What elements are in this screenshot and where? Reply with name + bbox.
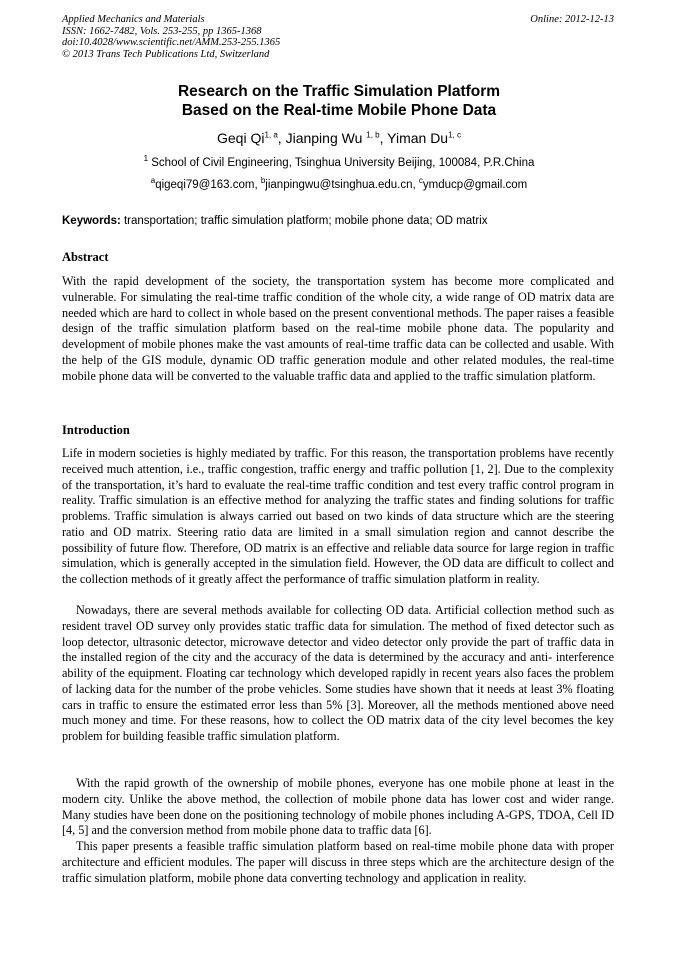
author-affiliation-mark: 1, c	[448, 130, 461, 140]
journal-name: Applied Mechanics and Materials	[62, 14, 205, 25]
doi-line: doi:10.4028/www.scientific.net/AMM.253-255.1365	[62, 37, 281, 48]
author-name: Geqi Qi	[216, 130, 265, 146]
author-separator: ,	[277, 130, 286, 146]
introduction-heading: Introduction	[62, 423, 130, 437]
keywords-line	[62, 214, 622, 229]
affiliation-text: School of Civil Engineering, Tsinghua University Beijing, 100084, P.R.China	[148, 157, 535, 169]
author-list	[0, 129, 678, 147]
title-line-1: Research on the Traffic Simulation Platform	[177, 83, 501, 100]
copyright-line: © 2013 Trans Tech Publications Ltd, Switzerland	[62, 48, 270, 60]
abstract-heading: Abstract	[62, 250, 109, 264]
title-line-2: Based on the Real-time Mobile Phone Data	[181, 102, 497, 119]
abstract-text: With the rapid development of the society, the transportation system has become more complicated and vulnerable. For simulating the real-time traffic condition of the whole city, a wide range of OD matrix data are needed which are hard to collect in whole based on the present conventional methods. The paper raises a feasible design of the traffic simulation platform based on the real-time mobile phone data. The popularity and development of mobile phones make the vast amounts of real-time traffic data can be collected and usable. With the help of the GIS module, dynamic OD traffic generation module and other related modules, the real-time mobile phone data will be converted to the valuable traffic data and applied to the traffic simulation platform.	[62, 274, 614, 383]
email-link[interactable]: jianpingwu@tsinghua.edu.cn,	[265, 179, 419, 191]
intro-paragraph-1: Life in modern societies is highly mediated by traffic. For this reason, the transportation problems have recently received much attention, i.e., traffic congestion, traffic energy and traffic pollution [1, 2]. Due to the complexity of the transportation, it’s hard to evaluate the real-time traffic condition and test every traffic control program in reality. Traffic simulation is an effective method for analyzing the traffic states and finding solutions for traffic problems. Traffic simulation is always carried out based on two kinds of data structure which are the steering ratio and OD matrix. Steering ratio data are limited in a small simulation region and cannot describe the possibility of future flow. Therefore, OD matrix is an effective and reliable data source for large region in traffic simulation, which is generally accepted in the simulation field. However, the OD data are difficult to collect and the collection methods of it greatly affect the performance of traffic simulation platform in reality.	[62, 446, 614, 586]
email-mark: b	[260, 176, 266, 186]
author-separator: ,	[379, 130, 388, 146]
affiliation	[0, 156, 678, 171]
author-name: Jianping Wu	[285, 130, 367, 146]
journal-header	[62, 14, 614, 60]
intro-paragraph-3: With the rapid growth of the ownership of mobile phones, everyone has one mobile phone at least in the modern city. Unlike the above method, the collection of mobile phone data has lower cost and wider range. Many studies have been done on the positioning technology of mobile phones including A-GPS, TDOA, Cell ID [4, 5] and the conversion method from mobile phone data to traffic data [6].	[62, 776, 614, 838]
affiliation-mark: 1	[143, 154, 149, 164]
author-emails	[0, 178, 678, 193]
online-date: Online: 2012-12-13	[530, 14, 614, 25]
author-name: Yiman Du	[387, 130, 449, 146]
paper-title	[0, 82, 678, 120]
keywords-label: Keywords:	[62, 215, 121, 227]
email-link[interactable]: qigeqi79@163.com,	[155, 179, 261, 191]
email-mark: c	[418, 176, 423, 186]
keywords-text: transportation; traffic simulation platform; mobile phone data; OD matrix	[120, 215, 488, 227]
intro-paragraph-2: Nowadays, there are several methods available for collecting OD data. Artificial collection method such as resident travel OD survey only provides static traffic data for simulation. The method of fixed detector such as loop detector, ultrasonic detector, microwave detector and video detector only provide the part of traffic data in the installed region of the city and the accuracy of the data is determined by the accuracy and anti- interference ability of the equipment. Floating car technology which developed rapidly in recent years also faces the problem of lacking data for the number of the probe vehicles. Some studies have shown that it needs at least 3% floating cars in traffic to ensure the estimated error less than 5% [3]. Moreover, all the methods mentioned above need much money and time. For these reasons, how to collect the OD matrix data of the city level becomes the key problem for building feasible traffic simulation platform.	[62, 603, 614, 743]
author-affiliation-mark: 1, b	[366, 130, 380, 140]
author-affiliation-mark: 1, a	[264, 130, 278, 140]
intro-paragraph-4: This paper presents a feasible traffic simulation platform based on real-time mobile phone data with proper architecture and efficient modules. The paper will discuss in three steps which are the architecture design of the traffic simulation platform, mobile phone data converting technology and application in reality.	[62, 839, 614, 885]
email-mark: a	[150, 176, 156, 186]
issn-line: ISSN: 1662-7482, Vols. 253-255, pp 1365-1368	[62, 25, 262, 37]
email-link[interactable]: ymducp@gmail.com	[422, 179, 528, 191]
